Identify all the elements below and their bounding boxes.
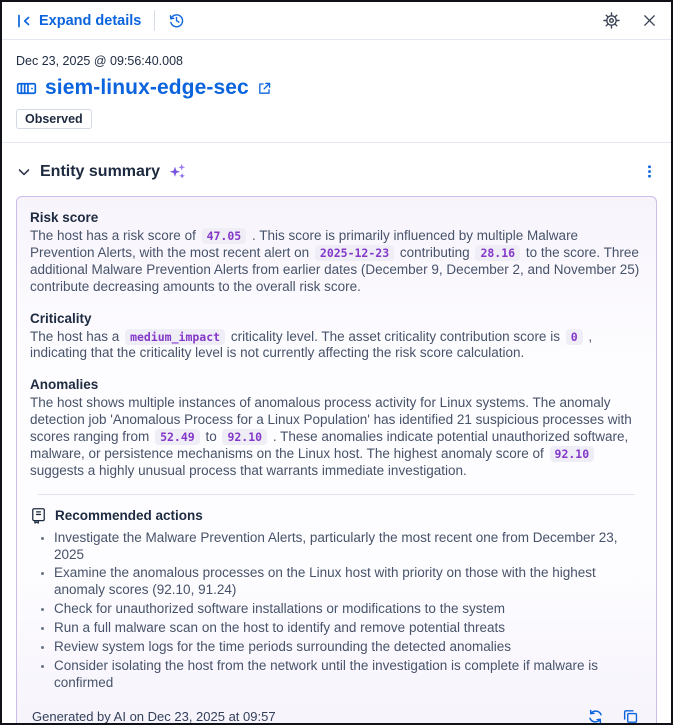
list-item: • Review system logs for the time periods surrounding the detected anomalies [54,639,643,656]
criticality-text: The host has a medium_impact criticality level. The asset criticality contribution score is 0 , indicating that the criticality level is not currently affecting the risk score calculation. [30,328,593,361]
entity-summary-toggle[interactable] [16,162,187,181]
notebook-list-icon [30,507,47,524]
entity-title-row [16,76,657,100]
list-item: • Check for unauthorized software installations or modifications to the system [54,601,643,618]
inline-code-value: 52.49 [155,429,200,445]
entity-name-link[interactable] [45,76,272,100]
inline-code-value: 92.10 [222,429,267,445]
criticality-heading: Criticality [30,310,92,326]
recommended-actions-header [30,507,643,524]
event-timestamp: Dec 23, 2025 @ 09:56:40.008 [16,54,183,68]
inline-code-value: 47.05 [202,228,247,244]
flyout-header [2,2,671,40]
inline-code-value: medium_impact [125,329,225,345]
summary-options-menu-icon[interactable] [642,164,657,179]
ai-sparkles-icon [168,162,187,181]
entity-summary-header [16,162,657,181]
anomalies-heading: Anomalies [30,377,99,393]
open-entity-popout-icon[interactable] [257,81,272,96]
summary-footer [30,708,643,725]
generated-by-text: Generated by AI on Dec 23, 2025 at 09:57 [32,708,276,724]
section-divider [2,142,671,143]
risk-score-text: The host has a risk score of 47.05 . This score is primarily influenced by multiple Malware Prevention Alerts, with the most recent alert on 2025-12-23 contributing 28.16 to the score. Three additional Malware Prevention Alerts from earlier dates (December 9, December 2, and November 25) contribute decreasing amounts to the overall risk score. [30,228,640,294]
expand-details-button[interactable] [16,13,141,29]
risk-score-heading: Risk score [30,210,99,225]
close-icon[interactable] [642,13,657,28]
expand-details-icon [16,13,32,29]
list-item: • Run a full malware scan on the host to identify and remove potential threats [54,620,643,637]
inline-code-value: 0 [566,329,583,345]
inline-code-value: 2025-12-23 [315,245,394,261]
recommended-actions-title: Recommended actions [55,507,203,523]
chevron-down-icon [16,164,32,180]
history-icon[interactable] [168,12,185,29]
copy-icon[interactable] [622,708,639,725]
host-icon [16,78,37,99]
regenerate-icon[interactable] [587,708,604,725]
entity-summary-title: Entity summary [40,162,161,180]
recommended-actions-list [30,530,643,692]
header-divider [154,10,155,31]
list-item: • Consider isolating the host from the network until the investigation is complete if malware is confirmed [54,658,643,692]
expand-details-label: Expand details [39,12,142,29]
status-badge: Observed [16,109,92,129]
gear-icon[interactable] [603,12,620,29]
entity-name: siem-linux-edge-sec [45,76,249,99]
ai-summary-panel [16,196,657,725]
anomalies-text: The host shows multiple instances of anomalous process activity for Linux systems. The anomaly detection job 'Anomalous Process for a Linux Population' has identified 21 suspicious processes with scores ranging from 52.49 to 92.10 . These anomalies indicate potential unauthorized software, malware, or persistence mechanisms on the Linux host. The highest anomaly score of 92.10 suggests a highly unusual process that warrants immediate investigation. [30,395,632,478]
list-item: • Investigate the Malware Prevention Alerts, particularly the most recent one from December 23, 2025 [54,530,643,564]
list-item: • Examine the anomalous processes on the Linux host with priority on those with the highest anomaly scores (92.10, 91.24) [54,565,643,599]
inline-code-value: 92.10 [550,446,595,462]
recommended-divider [38,494,635,495]
inline-code-value: 28.16 [475,245,520,261]
